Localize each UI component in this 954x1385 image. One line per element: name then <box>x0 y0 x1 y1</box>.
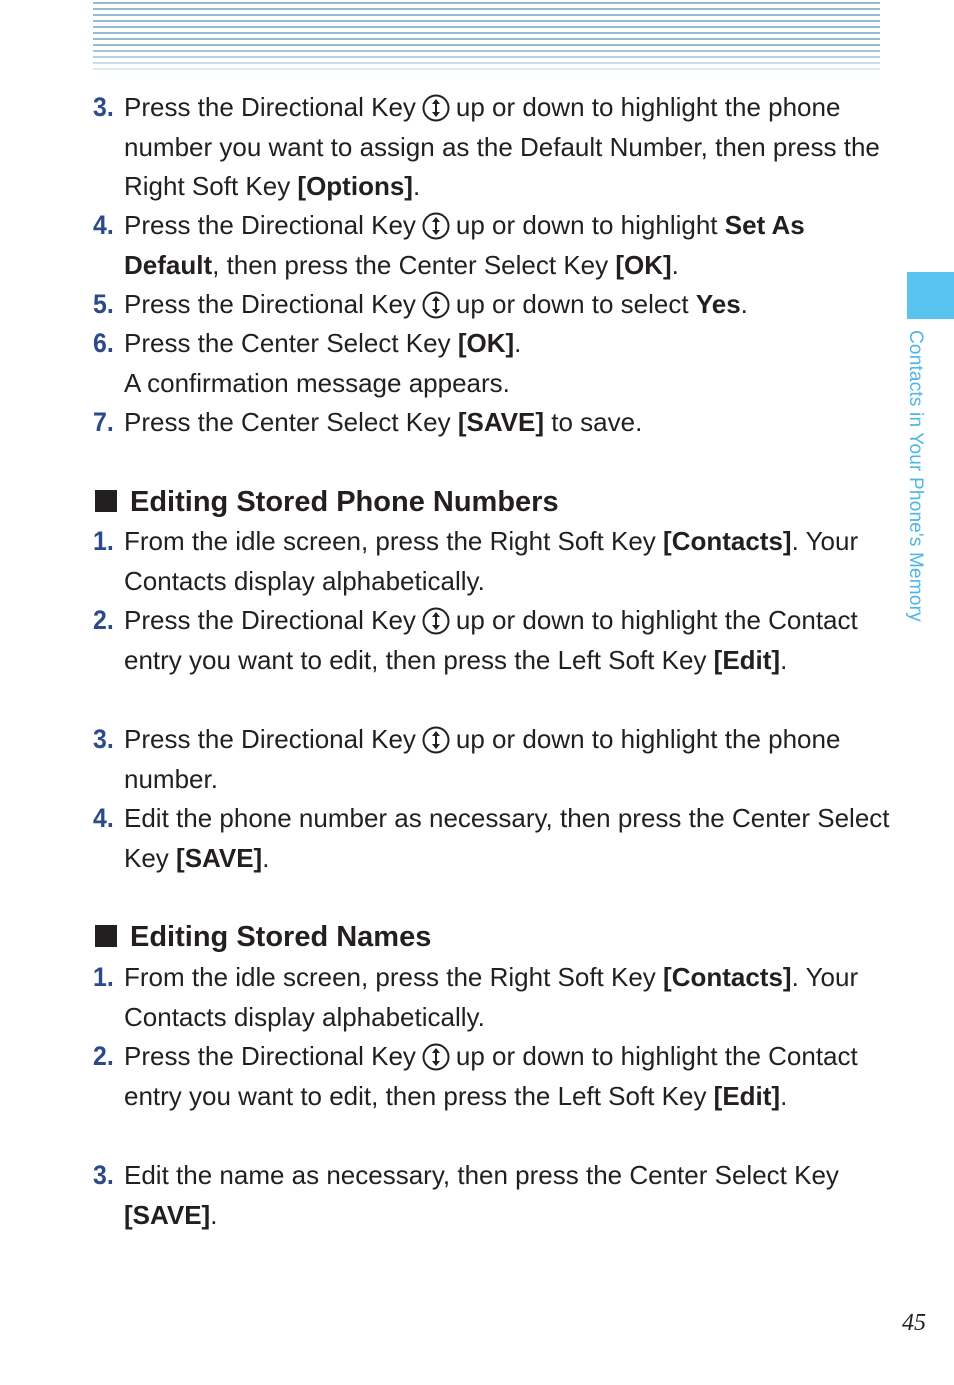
step-text: Press the Directional Key <box>124 724 416 754</box>
header-stripes <box>93 2 880 74</box>
square-bullet-icon <box>95 925 117 947</box>
step-6 <box>93 324 899 403</box>
step-text: . Your Contacts display alphabetically. <box>124 962 859 1032</box>
section-title: Editing Stored Names <box>130 921 432 953</box>
step-2 <box>93 1037 899 1116</box>
step-number: 1. <box>93 526 114 556</box>
step-number: 2. <box>93 605 114 635</box>
step-7 <box>93 403 899 443</box>
step-4 <box>93 799 899 878</box>
step-number: 6. <box>93 328 114 358</box>
step-number: 7. <box>93 407 114 437</box>
step-text: Press the Directional Key <box>124 289 416 319</box>
square-bullet-icon <box>95 490 117 512</box>
step-text: up or down to highlight the phone number. <box>124 724 841 794</box>
step-text: . <box>780 644 788 675</box>
option-label: Set As Default <box>124 210 805 280</box>
step-1 <box>93 958 899 1037</box>
step-text: to save. <box>544 407 643 437</box>
section-heading-names <box>95 917 431 957</box>
step-text: Press the Directional Key <box>124 1041 416 1071</box>
step-text: Edit the name as necessary, then press the Center Select Key <box>124 1160 839 1190</box>
option-label: Yes <box>695 289 741 319</box>
step-text: . Your Contacts display alphabetically. <box>124 526 859 596</box>
step-text: up or down to highlight the Contact entry you want to edit, then press the Left Soft Key <box>124 605 858 675</box>
key-label: [Contacts] <box>663 526 792 556</box>
step-number: 2. <box>93 1041 114 1071</box>
step-text: . <box>412 171 421 201</box>
chapter-side-label: Contacts in Your Phone's Memory <box>905 330 926 622</box>
directional-key-icon <box>422 607 450 635</box>
step-number: 3. <box>93 1160 114 1190</box>
key-label: [Edit] <box>713 1080 781 1111</box>
step-text: Press the Center Select Key <box>124 407 458 437</box>
step-text: up or down to select <box>455 289 696 319</box>
step-3 <box>93 720 899 799</box>
key-label: [SAVE] <box>124 1199 211 1230</box>
step-text: . <box>740 289 748 319</box>
directional-key-icon <box>422 94 450 122</box>
step-text: . <box>514 328 522 358</box>
step-text: Press the Center Select Key <box>124 328 458 358</box>
key-label: [OK] <box>615 249 672 280</box>
step-number: 5. <box>93 289 114 319</box>
directional-key-icon <box>422 212 450 240</box>
step-4 <box>93 206 899 285</box>
step-5 <box>93 285 899 325</box>
step-text: up or down to highlight <box>455 210 725 240</box>
chapter-tab <box>907 272 954 319</box>
key-label: [SAVE] <box>176 842 263 873</box>
key-label: [Edit] <box>713 644 781 675</box>
step-text: , then press the Center Select Key <box>212 249 616 280</box>
key-label: [OK] <box>457 328 515 358</box>
key-label: [SAVE] <box>457 407 545 437</box>
directional-key-icon <box>422 291 450 319</box>
step-number: 3. <box>93 92 114 122</box>
step-text: Press the Directional Key <box>124 605 416 635</box>
step-number: 1. <box>93 962 114 992</box>
step-text: Press the Directional Key <box>124 92 416 122</box>
directional-key-icon <box>422 726 450 754</box>
key-label: [Contacts] <box>663 962 792 992</box>
section-title: Editing Stored Phone Numbers <box>130 486 559 518</box>
step-text: From the idle screen, press the Right Soft Key <box>124 526 664 556</box>
step-1 <box>93 522 899 601</box>
step-text: From the idle screen, press the Right Soft Key <box>124 962 664 992</box>
step-text: Press the Directional Key <box>124 210 416 240</box>
step-text: . <box>210 1199 218 1230</box>
step-text: up or down to highlight the phone number you want to assign as the Default Number, then press the Right Soft Key <box>124 92 880 201</box>
directional-key-icon <box>422 1043 450 1071</box>
step-text: . <box>671 249 679 280</box>
page-number: 45 <box>902 1310 926 1336</box>
step-number: 4. <box>93 803 114 833</box>
step-3 <box>93 88 899 207</box>
step-number: 3. <box>93 724 114 754</box>
step-text: . <box>262 842 270 873</box>
key-label: [Options] <box>297 171 413 201</box>
section-heading-phone-numbers <box>95 482 559 522</box>
step-number: 4. <box>93 210 114 240</box>
step-3 <box>93 1156 899 1235</box>
step-note: A confirmation message appears. <box>124 367 510 398</box>
step-2 <box>93 601 899 680</box>
step-text: Edit the phone number as necessary, then press the Center Select Key <box>124 803 890 873</box>
step-text: up or down to highlight the Contact entry you want to edit, then press the Left Soft Key <box>124 1041 858 1111</box>
step-text: . <box>780 1080 788 1111</box>
